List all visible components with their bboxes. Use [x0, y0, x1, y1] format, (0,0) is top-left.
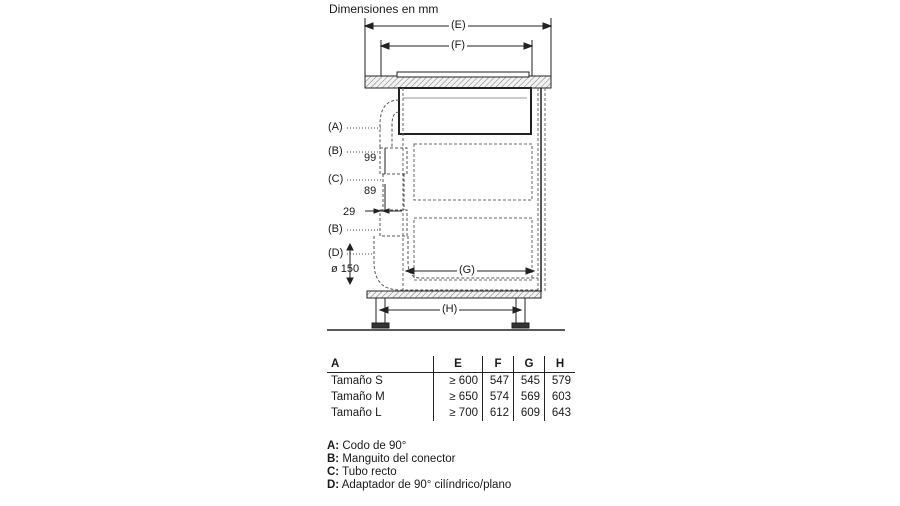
legend-text: Manguito del conector — [342, 453, 456, 465]
cooktop-glass — [397, 72, 529, 77]
cell-f: 574 — [483, 389, 514, 405]
legend-text: Adaptador de 90° cilíndrico/plano — [341, 479, 512, 491]
table-row — [327, 405, 575, 421]
cell-e: ≥ 600 — [434, 373, 483, 390]
table-header-g: G — [514, 356, 545, 373]
legend-key: B: — [327, 453, 340, 465]
cell-e: ≥ 650 — [434, 389, 483, 405]
row-size-name: Tamaño S — [331, 375, 383, 387]
cell-h: 579 — [545, 373, 576, 390]
row-size-name: Tamaño M — [331, 391, 385, 403]
legend — [327, 440, 511, 492]
table-header-h: H — [545, 356, 576, 373]
cell-f: 547 — [483, 373, 514, 390]
cell-h: 603 — [545, 389, 576, 405]
legend-item — [327, 479, 511, 492]
legend-item — [327, 453, 511, 466]
table-header-row — [327, 356, 575, 373]
dimension-g-label: (G) — [459, 264, 475, 276]
label-d-adapter: (D) — [328, 247, 344, 259]
measure-89: 89 — [364, 185, 377, 197]
cell-h: 643 — [545, 405, 576, 421]
cell-g: 545 — [514, 373, 545, 390]
legend-item — [327, 440, 511, 453]
table-header-f: F — [483, 356, 514, 373]
label-b-connector: (B) — [328, 145, 343, 157]
dimension-e-label: (E) — [451, 19, 466, 31]
label-c-straight-pipe: (C) — [328, 173, 344, 185]
legend-text: Codo de 90° — [342, 440, 407, 452]
label-b-connector-2: (B) — [328, 223, 343, 235]
legend-key: C: — [327, 466, 340, 478]
row-size-name: Tamaño L — [331, 407, 382, 419]
legend-key: D: — [327, 479, 340, 491]
dimension-h-label: (H) — [442, 303, 458, 315]
plinth-board — [367, 291, 541, 298]
cooktop-body — [399, 88, 531, 134]
cell-f: 612 — [483, 405, 514, 421]
measure-29: 29 — [343, 206, 356, 218]
measure-99: 99 — [364, 152, 377, 164]
table-row — [327, 389, 575, 405]
page-title: Dimensiones en mm — [329, 2, 439, 16]
dimension-f-label: (F) — [451, 39, 466, 51]
sizes-table — [327, 356, 575, 421]
table-header-a: A — [327, 356, 434, 373]
legend-item — [327, 466, 511, 479]
cell-g: 609 — [514, 405, 545, 421]
table-header-e: E — [434, 356, 483, 373]
label-a-elbow: (A) — [328, 121, 343, 133]
measure-diameter-150: ø 150 — [331, 263, 360, 275]
cell-e: ≥ 700 — [434, 405, 483, 421]
legend-key: A: — [327, 440, 340, 452]
table-row — [327, 373, 575, 390]
cell-g: 569 — [514, 389, 545, 405]
legend-text: Tubo recto — [342, 466, 397, 478]
worktop — [365, 76, 551, 88]
